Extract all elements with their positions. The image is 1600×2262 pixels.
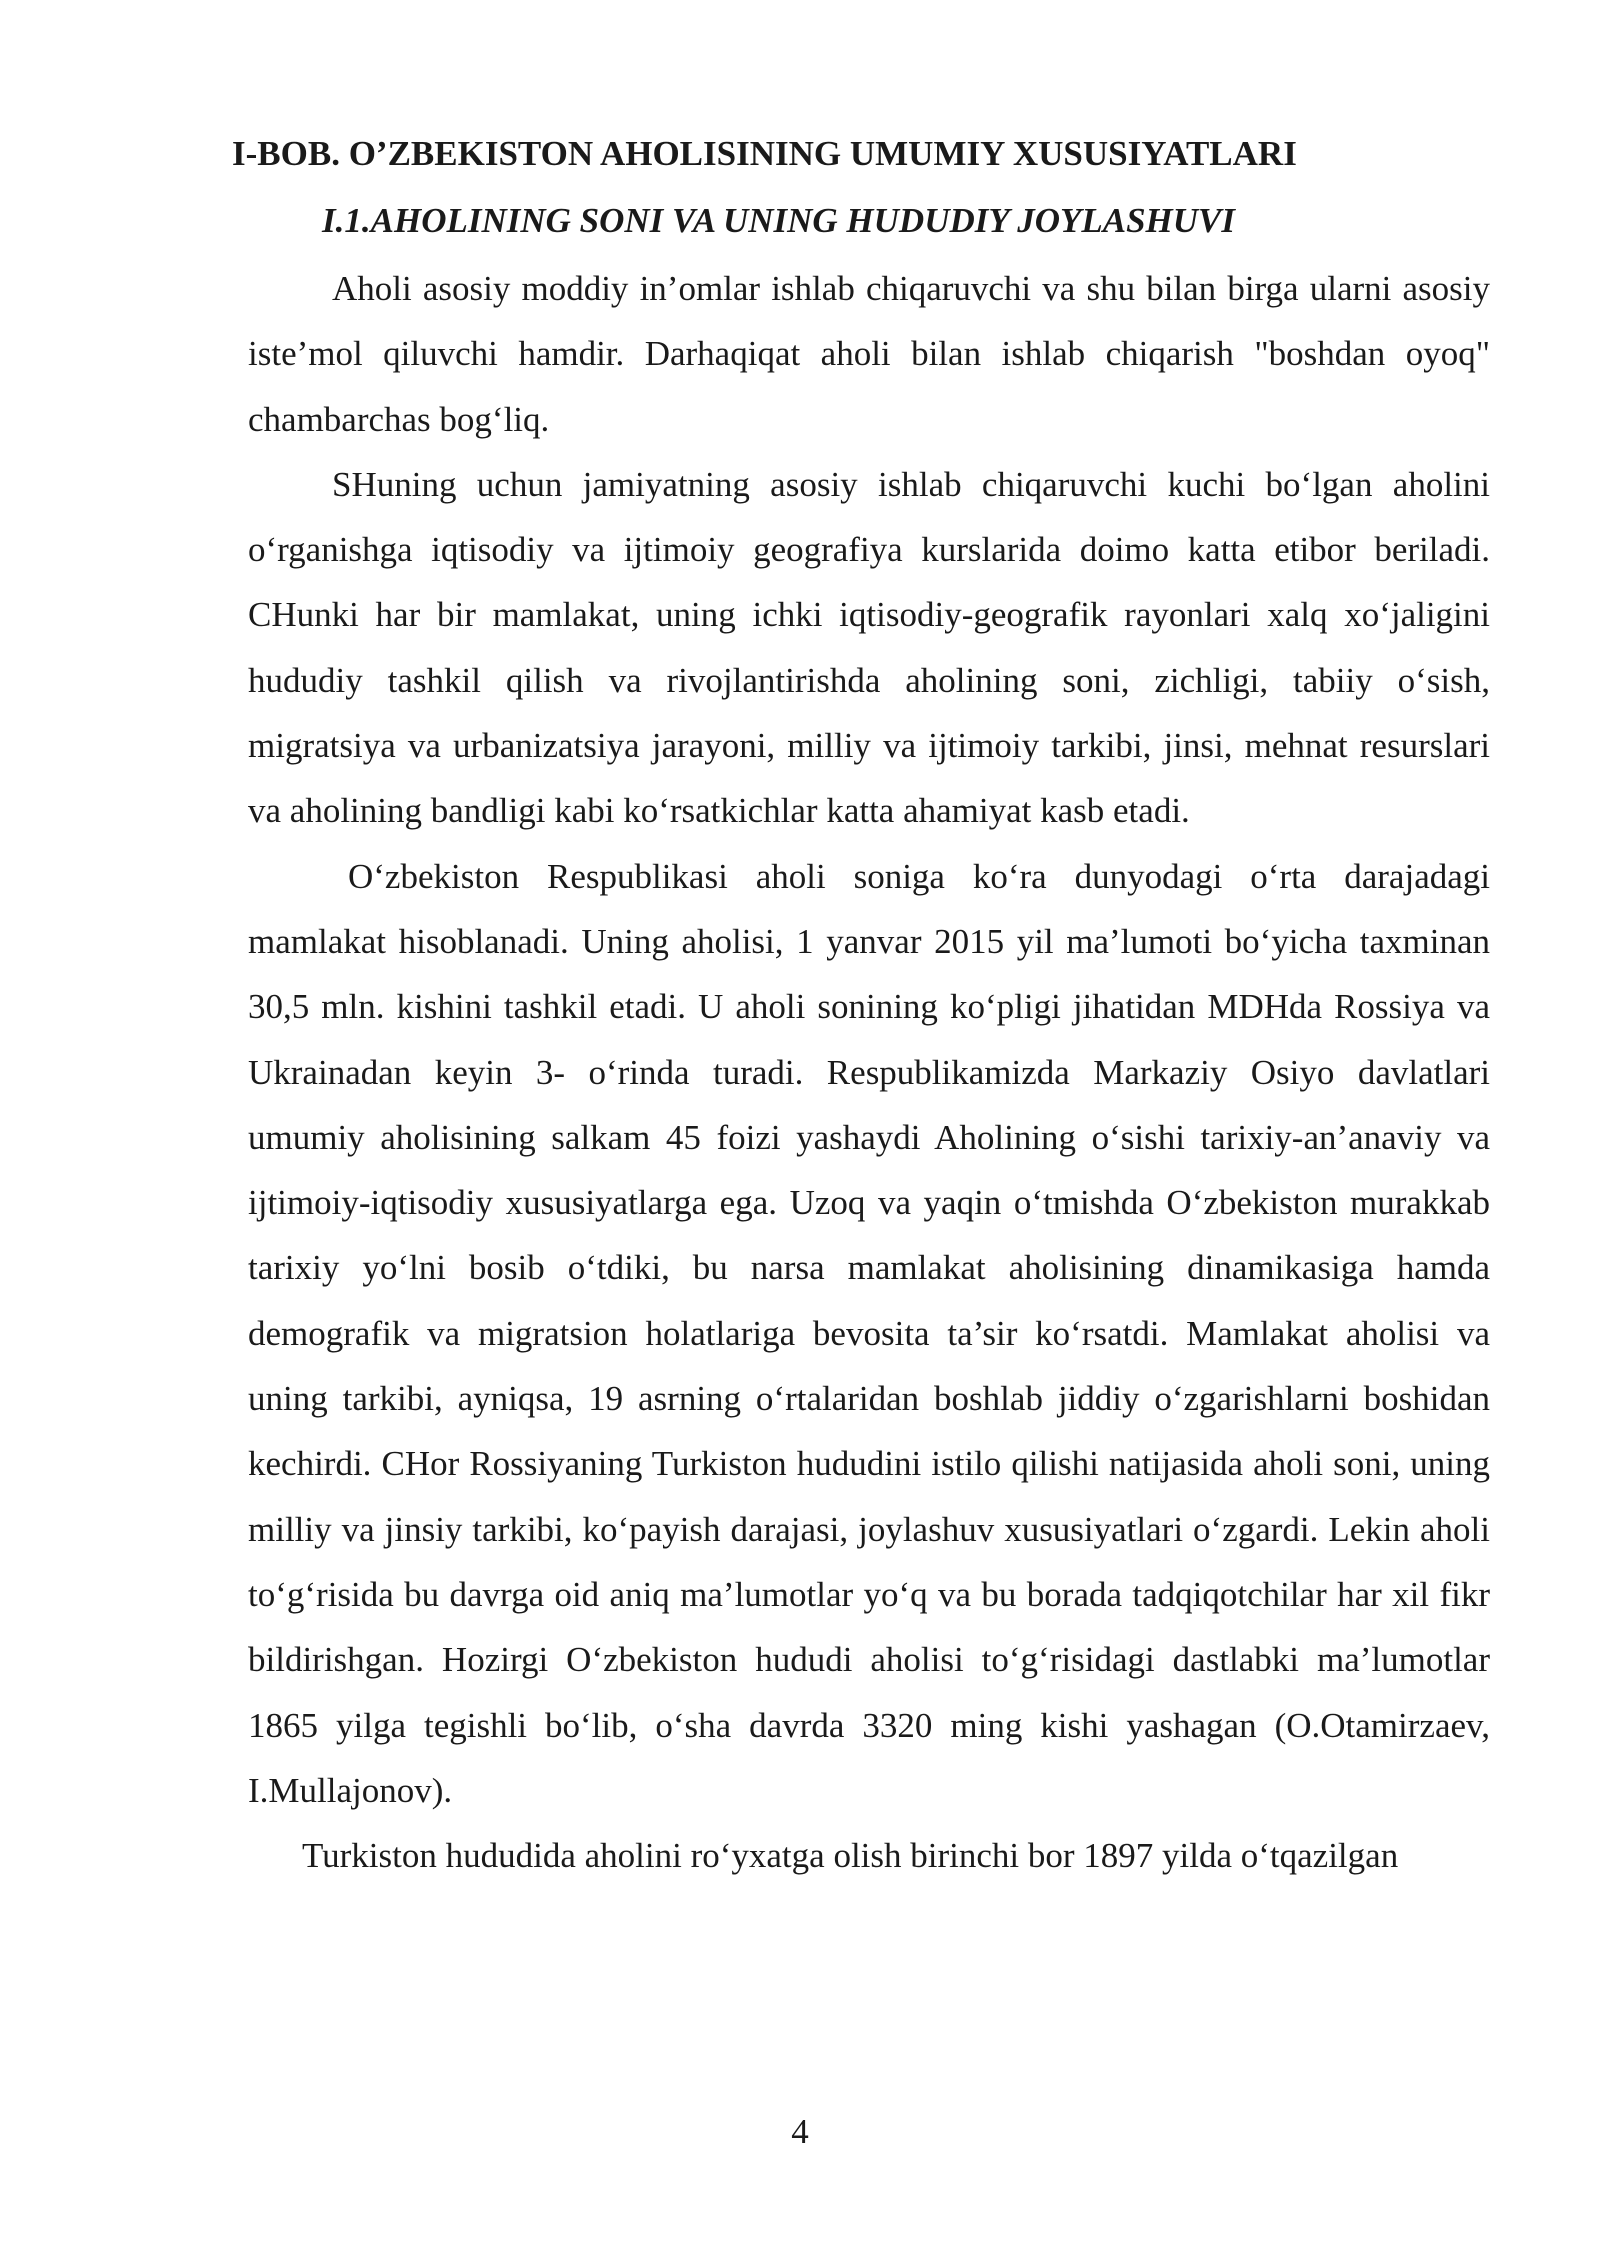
paragraph: O‘zbekiston Respublikasi aholi soniga ko‘ra dunyodagi o‘rta darajadagi mamlakat hisoblanadi. Uning aholisi, 1 yanvar 2015 yil ma’lumoti bo‘yicha taxminan 30,5 mln. kishini tashkil etadi. U aholi sonining ko‘pligi jihatidan MDHda Rossiya va Ukrainadan keyin 3- o‘rinda turadi. Respublikamizda Markaziy Osiyo davlatlari umumiy aholisining salkam 45 foizi yashaydi Aholining o‘sishi tarixiy-an’anaviy va ijtimoiy-iqtisodiy xususiyatlarga ega. Uzoq va yaqin o‘tmishda O‘zbekiston murakkab tarixiy yo‘lni bosib o‘tdiki, bu narsa mamlakat aholisining dinamikasiga hamda demografik va migratsion holatlariga bevosita ta’sir ko‘rsatdi. Mamlakat aholisi va uning tarkibi, ayniqsa, 19 asrning o‘rtalaridan boshlab jiddiy o‘zgarishlarni boshidan kechirdi. CHor Rossiyaning Turkiston hududini istilo qilishi natijasida aholi soni, uning milliy va jinsiy tarkibi, ko‘payish darajasi, joylashuv xususiyatlari o‘zgardi. Lekin aholi to‘g‘risida bu davrga oid aniq ma’lumotlar yo‘q va bu borada tadqiqotchilar har xil fikr bildirishgan. Hozirgi O‘zbekiston hududi aholisi to‘g‘risidagi dastlabki ma’lumotlar 1865 yilga tegishli bo‘lib, o‘sha davrda 3320 ming kishi yashagan (O.Otamirzaev, I.Mullajonov). [248, 856, 1490, 1810]
paragraph: Turkiston hududida aholini ro‘yxatga olish birinchi bor 1897 yilda o‘tqazilgan [302, 1836, 1399, 1876]
paragraph: Aholi asosiy moddiy in’omlar ishlab chiqaruvchi va shu bilan birga ularni asosiy iste’mol qiluvchi hamdir. Darhaqiqat aholi bilan ishlab chiqarish "boshdan oyoq" chambarchas bog‘liq. [248, 269, 1490, 439]
section-title: I.1.AHOLINING SONI VA UNING HUDUDIY JOYLASHUVI [322, 201, 1236, 240]
chapter-title: I-BOB. O’ZBEKISTON AHOLISINING UMUMIY XUSUSIYATLARI [232, 134, 1297, 173]
paragraph: SHuning uchun jamiyatning asosiy ishlab chiqaruvchi kuchi bo‘lgan aholini o‘rganishga iqtisodiy va ijtimoiy geografiya kurslarida doimo katta etibor beriladi. CHunki har bir mamlakat, uning ichki iqtisodiy-geografik rayonlari xalq xo‘jaligini hududiy tashkil qilish va rivojlantirishda aholining soni, zichligi, tabiiy o‘sish, migratsiya va urbanizatsiya jarayoni, milliy va ijtimoiy tarkibi, jinsi, mehnat resurslari va aholining bandligi kabi ko‘rsatkichlar katta ahamiyat kasb etadi. [248, 464, 1490, 831]
body-text [248, 256, 1490, 1888]
page-number: 4 [791, 2112, 809, 2151]
